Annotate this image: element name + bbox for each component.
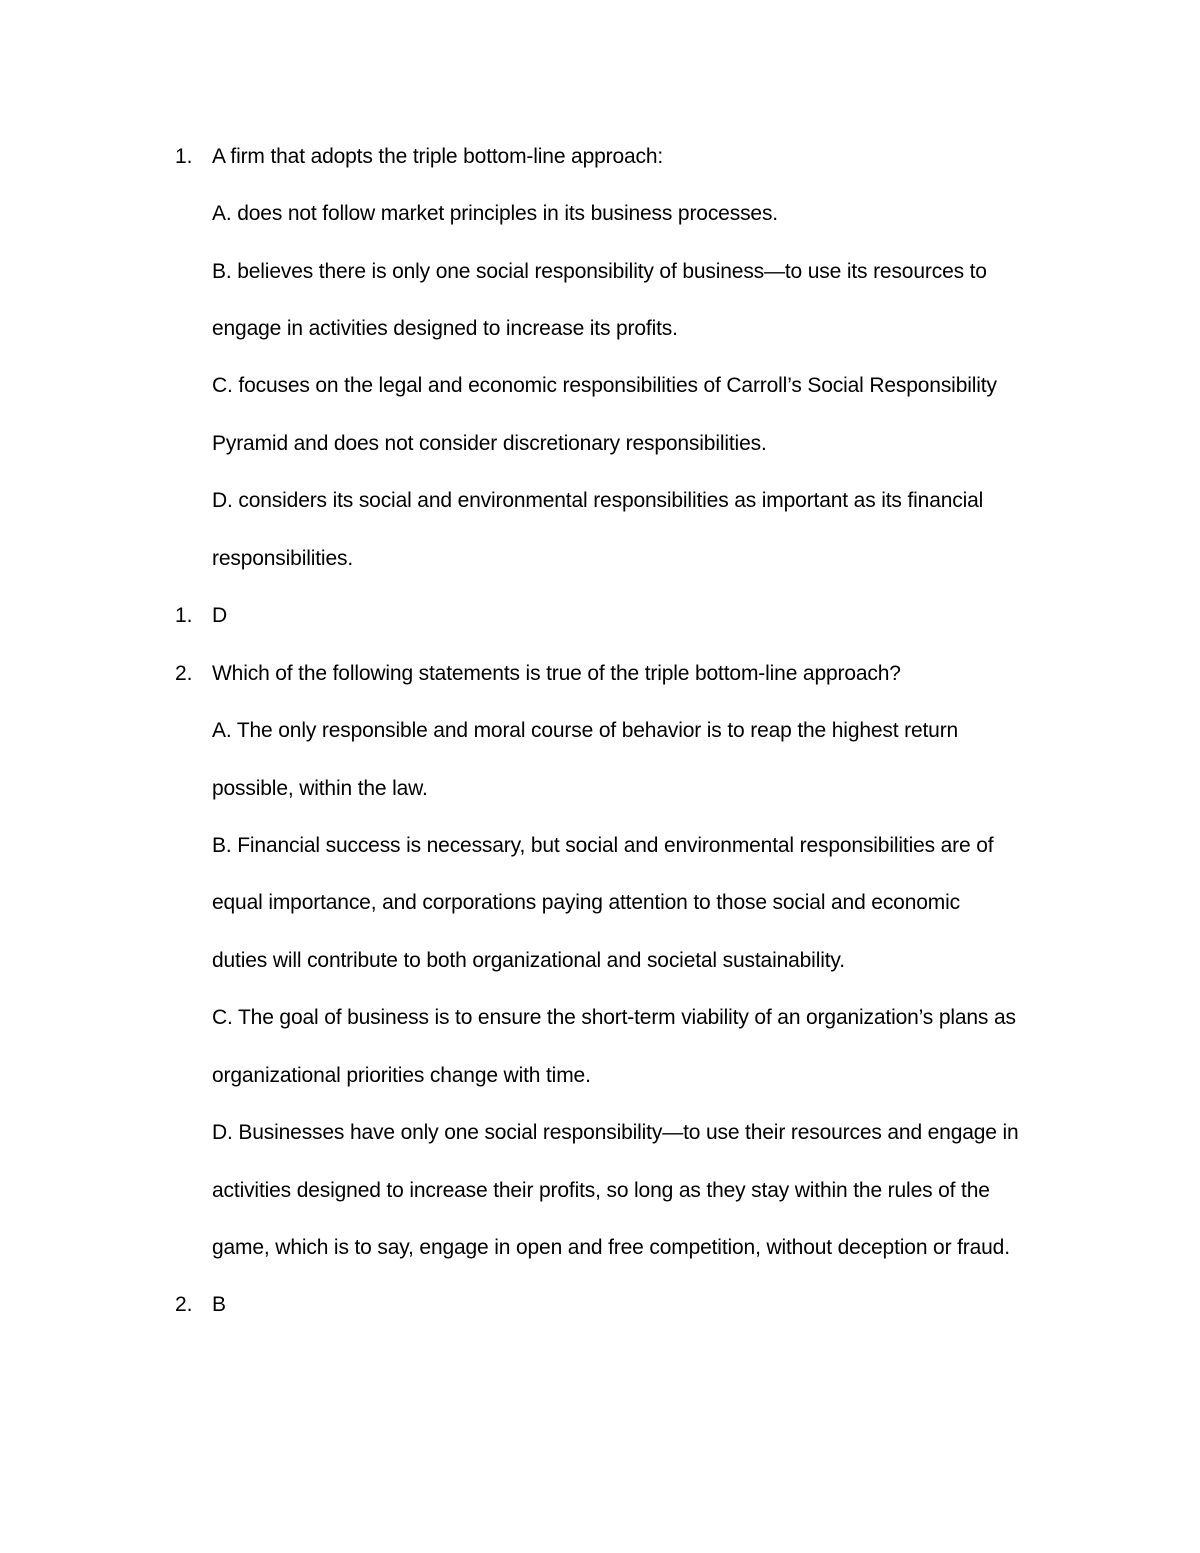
question-2-option-d-line-3: game, which is to say, engage in open and free competition, without deception or fraud.	[212, 1236, 1010, 1259]
question-1-option-d-line-1: D. considers its social and environmental responsibilities as important as its financial	[212, 489, 984, 512]
question-2-option-a-line-1: A. The only responsible and moral course of behavior is to reap the highest return	[212, 719, 959, 742]
question-2-option-d-line-2: activities designed to increase their profits, so long as they stay within the rules of the	[212, 1179, 990, 1202]
answer-1-value: D	[212, 604, 228, 627]
question-1-option-c-line-2: Pyramid and does not consider discretionary responsibilities.	[212, 432, 767, 455]
question-2-option-c-line-2: organizational priorities change with time.	[212, 1064, 591, 1087]
answer-1-number: 1.	[175, 604, 193, 627]
question-2-option-d-line-1: D. Businesses have only one social responsibility—to use their resources and engage in	[212, 1121, 1019, 1144]
question-2-option-b-line-2: equal importance, and corporations paying attention to those social and economic	[212, 891, 960, 914]
question-1-number: 1.	[175, 145, 193, 168]
question-2-option-b-line-3: duties will contribute to both organizational and societal sustainability.	[212, 949, 845, 972]
question-2-option-c-line-1: C. The goal of business is to ensure the short-term viability of an organization’s plans as	[212, 1006, 1016, 1029]
answer-2-value: B	[212, 1293, 226, 1316]
question-1-option-a: A. does not follow market principles in its business processes.	[212, 202, 778, 225]
question-1-option-b-line-1: B. believes there is only one social responsibility of business—to use its resources to	[212, 260, 987, 283]
question-1-option-d-line-2: responsibilities.	[212, 547, 354, 570]
question-1-prompt: A firm that adopts the triple bottom-line approach:	[212, 145, 664, 168]
question-2-number: 2.	[175, 662, 193, 685]
question-1-option-c-line-1: C. focuses on the legal and economic responsibilities of Carroll’s Social Responsibility	[212, 374, 997, 397]
question-1-option-b-line-2: engage in activities designed to increase its profits.	[212, 317, 678, 340]
question-2-prompt: Which of the following statements is true of the triple bottom-line approach?	[212, 662, 901, 685]
question-2-option-a-line-2: possible, within the law.	[212, 777, 428, 800]
answer-2-number: 2.	[175, 1293, 193, 1316]
question-2-option-b-line-1: B. Financial success is necessary, but social and environmental responsibilities are of	[212, 834, 994, 857]
